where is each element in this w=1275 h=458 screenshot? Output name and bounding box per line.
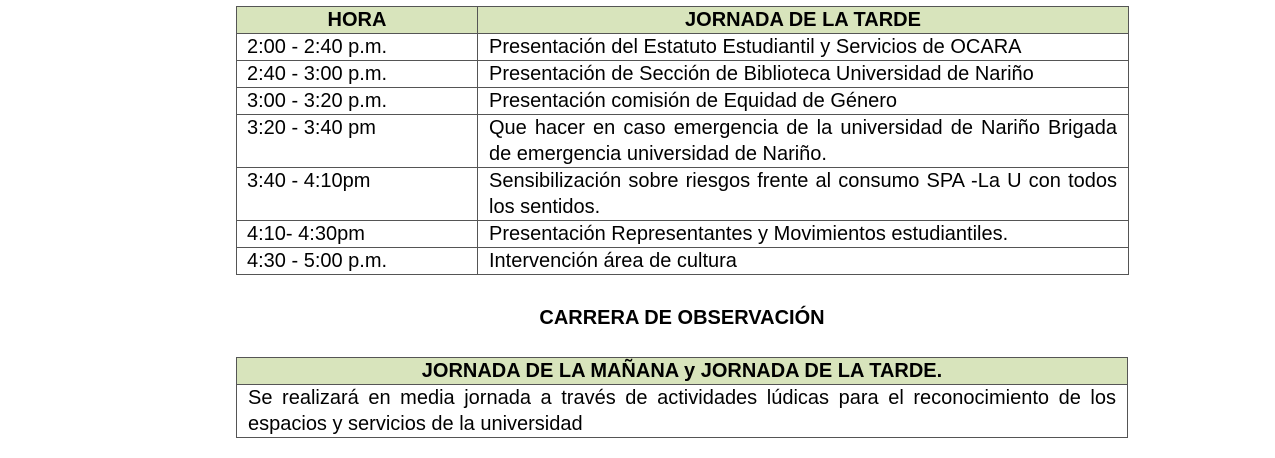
afternoon-schedule-table — [236, 6, 1129, 275]
activity-cell: Presentación de Sección de Biblioteca Universidad de Nariño — [478, 61, 1129, 88]
table-row — [237, 61, 1129, 88]
activity-cell: Que hacer en caso emergencia de la universidad de Nariño Brigada de emergencia universidad de Nariño. — [478, 115, 1129, 168]
table-row — [237, 221, 1129, 248]
hora-cell: 4:30 - 5:00 p.m. — [237, 248, 478, 275]
activity-cell: Presentación comisión de Equidad de Género — [478, 88, 1129, 115]
table-header-row — [237, 7, 1129, 34]
observation-description: Se realizará en media jornada a través de actividades lúdicas para el reconocimiento de los espacios y servicios de la universidad — [237, 385, 1128, 438]
hora-cell: 4:10- 4:30pm — [237, 221, 478, 248]
activity-cell: Sensibilización sobre riesgos frente al consumo SPA -La U con todos los sentidos. — [478, 168, 1129, 221]
hora-cell: 3:00 - 3:20 p.m. — [237, 88, 478, 115]
jornada-tarde-header: JORNADA DE LA TARDE — [478, 7, 1129, 34]
table-row — [237, 115, 1129, 168]
table-row — [237, 168, 1129, 221]
table-header-row — [237, 358, 1128, 385]
jornada-header: JORNADA DE LA MAÑANA y JORNADA DE LA TARDE. — [237, 358, 1128, 385]
activity-cell: Presentación del Estatuto Estudiantil y Servicios de OCARA — [478, 34, 1129, 61]
hora-header: HORA — [237, 7, 478, 34]
activity-cell: Presentación Representantes y Movimientos estudiantiles. — [478, 221, 1129, 248]
table-row — [237, 385, 1128, 438]
observation-table — [236, 357, 1128, 438]
table-row — [237, 88, 1129, 115]
hora-cell: 2:00 - 2:40 p.m. — [237, 34, 478, 61]
section-title: CARRERA DE OBSERVACIÓN — [539, 307, 825, 329]
table-row — [237, 34, 1129, 61]
hora-cell: 3:20 - 3:40 pm — [237, 115, 478, 168]
table-row — [237, 248, 1129, 275]
hora-cell: 2:40 - 3:00 p.m. — [237, 61, 478, 88]
hora-cell: 3:40 - 4:10pm — [237, 168, 478, 221]
activity-cell: Intervención área de cultura — [478, 248, 1129, 275]
